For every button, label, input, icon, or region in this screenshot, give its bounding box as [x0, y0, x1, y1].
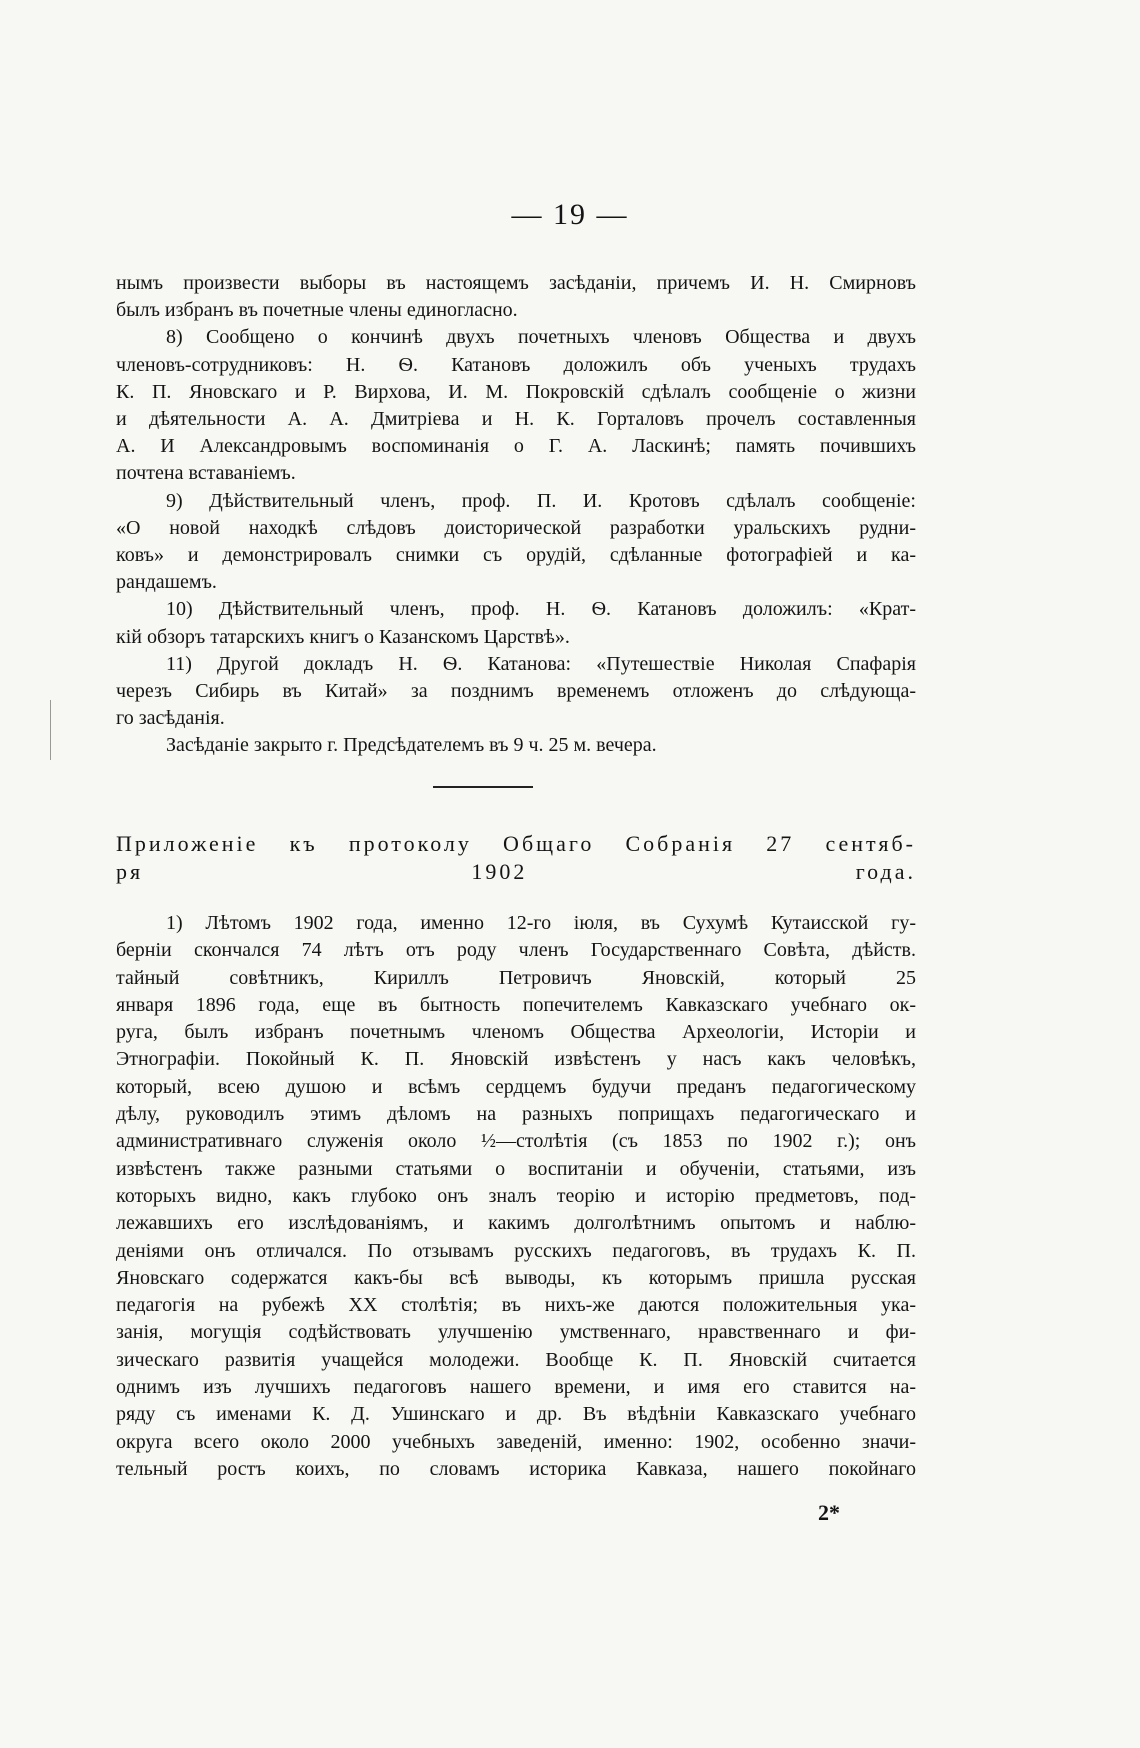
text-line: округа всего около 2000 учебныхъ заведеній, именно: 1902, особенно значи-	[116, 1430, 916, 1453]
text-line: былъ избранъ въ почетные члены единогласно.	[116, 299, 518, 322]
heading-line: Приложеніе къ протоколу Общаго Собранія 27 сентяб-	[116, 831, 916, 856]
text-line: педагогія на рубежѣ XX столѣтія; въ нихъ-же даются положительныя ука-	[116, 1294, 916, 1317]
text-line: тельный ростъ коихъ, по словамъ историка Кавказа, нашего покойнаго	[116, 1457, 916, 1480]
text-line: руга, былъ избранъ почетнымъ членомъ Общества Археологіи, Исторіи и	[116, 1021, 916, 1044]
text-line: Яновскаго содержатся какъ-бы всѣ выводы, къ которымъ пришла русская	[116, 1266, 916, 1289]
appendix-heading	[116, 830, 916, 886]
appendix-text	[116, 910, 916, 1483]
text-line: го засѣданія.	[116, 707, 225, 730]
text-line: кій обзоръ татарскихъ книгъ о Казанскомъ Царствѣ».	[116, 625, 570, 648]
text-line: занія, могущія содѣйствовать улучшенію умственнаго, нравственнаго и фи-	[116, 1321, 916, 1344]
text-line: тайный совѣтникъ, Кириллъ Петровичъ Яновскій, который 25	[116, 966, 916, 989]
text-line: деніями онъ отличался. По отзывамъ русскихъ педагоговъ, въ трудахъ К. П.	[116, 1239, 916, 1262]
text-line: административнаго служенія около ½—столѣтія (съ 1853 по 1902 г.); онъ	[116, 1130, 916, 1153]
text-line: 8) Сообщено о кончинѣ двухъ почетныхъ членовъ Общества и двухъ	[166, 326, 916, 349]
meeting-minutes-text	[116, 270, 916, 760]
text-line: зическаго развитія учащейся молодежи. Вообще К. П. Яновскій считается	[116, 1348, 916, 1371]
text-line: рандашемъ.	[116, 571, 217, 594]
text-line: ряду съ именами К. Д. Ушинскаго и др. Въ вѣдѣніи Кавказскаго учебнаго	[116, 1403, 916, 1426]
text-line: ковъ» и демонстрировалъ снимки съ орудій, сдѣланные фотографіей и ка-	[116, 544, 916, 567]
text-line: 11) Другой докладъ Н. Ѳ. Катанова: «Путешествіе Николая Спафарія	[166, 652, 916, 675]
text-line: почтена вставаніемъ.	[116, 462, 296, 485]
text-line: которыхъ видно, какъ глубоко онъ зналъ теорію и исторію предметовъ, под-	[116, 1184, 916, 1207]
text-line: Этнографіи. Покойный К. П. Яновскій извѣстенъ у насъ какъ человѣкъ,	[116, 1048, 916, 1071]
text-line: А. И Александровымъ воспоминанія о Г. А. Ласкинѣ; память почившихъ	[116, 435, 916, 458]
text-line: января 1896 года, еще въ бытность попечителемъ Кавказскаго учебнаго ок-	[116, 993, 916, 1016]
text-line: нымъ произвести выборы въ настоящемъ засѣданіи, причемъ И. Н. Смирновъ	[116, 272, 916, 294]
text-line: берніи скончался 74 лѣтъ отъ роду членъ Государственнаго Совѣта, дѣйств.	[116, 939, 916, 962]
signature-mark: 2*	[818, 1500, 840, 1525]
text-line: который, всею душою и всѣмъ сердцемъ будучи преданъ педагогическому	[116, 1075, 916, 1098]
text-line: черезъ Сибирь въ Китай» за позднимъ временемъ отложенъ до слѣдующа-	[116, 680, 916, 703]
text-line: однимъ изъ лучшихъ педагоговъ нашего времени, и имя его ставится на-	[116, 1376, 916, 1399]
text-line: 10) Дѣйствительный членъ, проф. Н. Ѳ. Катановъ доложилъ: «Крат-	[166, 598, 916, 621]
text-line: членовъ-сотрудниковъ: Н. Ѳ. Катановъ доложилъ объ ученыхъ трудахъ	[116, 353, 916, 376]
text-line: К. П. Яновскаго и Р. Вирхова, И. М. Покровскій сдѣлалъ сообщеніе о жизни	[116, 380, 916, 403]
section-divider	[433, 786, 533, 788]
text-line: дѣлу, руководилъ этимъ дѣломъ на разныхъ поприщахъ педагогическаго и	[116, 1103, 916, 1126]
text-line: и дѣятельности А. А. Дмитріева и Н. К. Горталовъ прочелъ составленныя	[116, 408, 916, 431]
page-number: — 19 —	[511, 198, 629, 231]
margin-rule	[50, 700, 51, 760]
text-line: извѣстенъ также разными статьями о воспитаніи и обученіи, статьями, изъ	[116, 1157, 916, 1180]
text-line: Засѣданіе закрыто г. Предсѣдателемъ въ 9 ч. 25 м. вечера.	[166, 734, 657, 757]
text-line: 1) Лѣтомъ 1902 года, именно 12-го іюля, въ Сухумѣ Кутаисской гу-	[166, 912, 916, 934]
text-line: «О новой находкѣ слѣдовъ доисторической разработки уральскихъ рудни-	[116, 516, 916, 539]
text-line: 9) Дѣйствительный членъ, проф. П. И. Кротовъ сдѣлалъ сообщеніе:	[166, 489, 916, 512]
text-line: лежавшихъ его изслѣдованіямъ, и какимъ долголѣтнимъ опытомъ и наблю-	[116, 1212, 916, 1235]
heading-line: ря 1902 года.	[116, 859, 916, 884]
